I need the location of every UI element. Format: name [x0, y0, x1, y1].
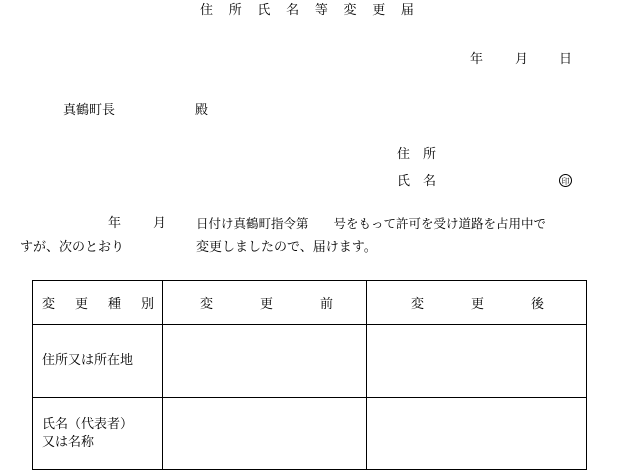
header-char: 前: [319, 297, 333, 312]
table-row: [33, 325, 587, 398]
body-year: 年: [108, 216, 122, 231]
header-after: [367, 281, 587, 325]
row-label-text: 又は名称: [42, 434, 95, 450]
before-value-cell: [163, 398, 367, 470]
body-month: 月: [153, 216, 167, 231]
after-value-cell: [367, 398, 587, 470]
table-row: [33, 398, 587, 470]
addressee-name: 真鶴町長: [63, 103, 116, 118]
body-line2-left: すが、次のとおり: [20, 240, 125, 255]
header-char: 更: [74, 297, 88, 312]
title-char: 名: [286, 3, 300, 18]
row-label: [33, 398, 163, 470]
row-label-text: 氏名（代表者）: [42, 416, 134, 432]
document-title: [200, 3, 414, 19]
change-table: [32, 280, 587, 470]
applicant-name-label: 氏 名: [397, 174, 437, 189]
header-char: 変: [42, 297, 56, 312]
title-char: 更: [372, 3, 386, 18]
applicant-address-label: 住 所: [397, 147, 437, 162]
after-value-cell: [367, 325, 587, 398]
header-char: 更: [259, 297, 273, 312]
header-char: 変: [411, 297, 425, 312]
title-char: 変: [343, 3, 357, 18]
seal-mark: 印: [559, 174, 572, 187]
title-char: 所: [228, 3, 242, 18]
date-year-label: 年: [470, 52, 484, 67]
header-change-type: [33, 281, 163, 325]
table-header-row: [33, 281, 587, 325]
title-char: 氏: [257, 3, 271, 18]
title-char: 住: [200, 3, 214, 18]
before-value-cell: [163, 325, 367, 398]
title-char: 届: [400, 3, 414, 18]
header-char: 更: [470, 297, 484, 312]
row-label: [33, 325, 163, 398]
date-month-label: 月: [515, 52, 529, 67]
header-char: 別: [140, 297, 154, 312]
header-char: 種: [107, 297, 121, 312]
body-line1-text: 日付け真鶴町指令第 号をもって許可を受け道路を占用中で: [196, 216, 547, 231]
body-line2-right: 変更しましたので、届けます。: [196, 240, 377, 255]
date-day-label: 日: [559, 52, 573, 67]
row-label-text: 住所又は所在地: [42, 353, 134, 368]
header-before: [163, 281, 367, 325]
title-char: 等: [314, 3, 328, 18]
header-char: 変: [200, 297, 214, 312]
addressee-honorific: 殿: [195, 103, 209, 118]
header-char: 後: [530, 297, 544, 312]
